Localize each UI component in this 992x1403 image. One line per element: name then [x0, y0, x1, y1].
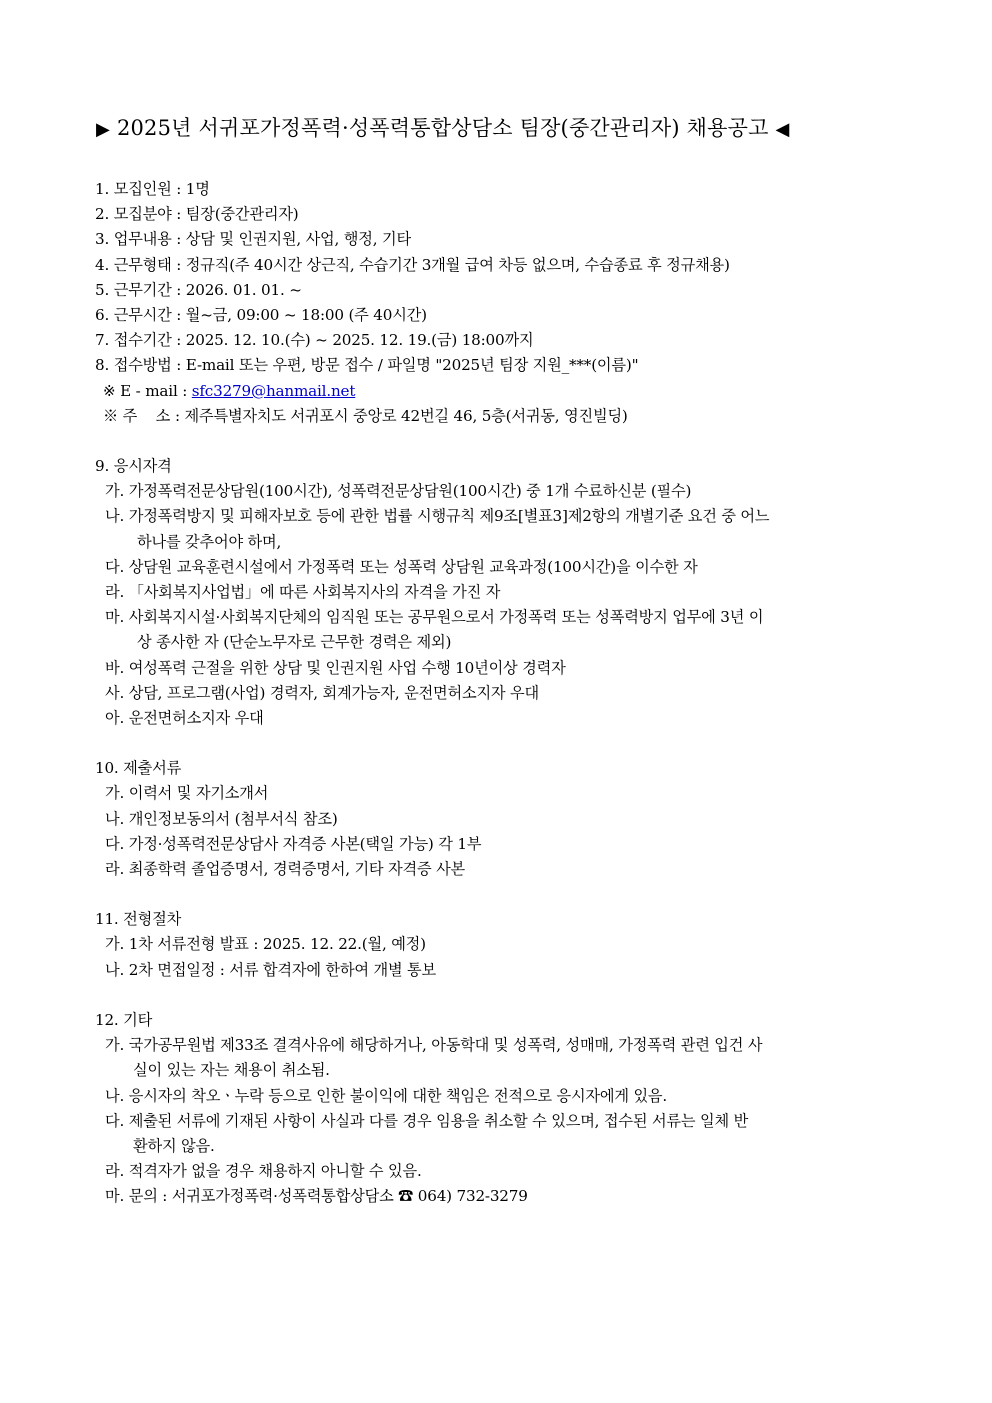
- other-item: 다. 제출된 서류에 기재된 사항이 사실과 다를 경우 임용을 취소할 수 있으며, 접수된 서류는 일체 반: [105, 1111, 749, 1130]
- selection-item: 나. 2차 면접일정 : 서류 합격자에 한하여 개별 통보: [105, 960, 436, 979]
- section-heading-qualifications: 9. 응시자격: [95, 457, 172, 476]
- email-link[interactable]: sfc3279@hanmail.net: [191, 381, 356, 400]
- section-heading-other: 12. 기타: [95, 1010, 153, 1029]
- address-line: [93, 404, 903, 429]
- qualification-item: 바. 여성폭력 근절을 위한 상담 및 인권지원 사업 수행 10년이상 경력자: [105, 658, 566, 677]
- qualification-item: 가. 가정폭력전문상담원(100시간), 성폭력전문상담원(100시간) 중 1개 수료하신분 (필수): [105, 482, 692, 501]
- other-item: 나. 응시자의 착오ㆍ누락 등으로 인한 불이익에 대한 책임은 전적으로 응시자에게 있음.: [105, 1086, 668, 1105]
- item-duties: 3. 업무내용 : 상담 및 인권지원, 사업, 행정, 기타: [95, 230, 411, 249]
- qualification-item-cont: 상 종사한 자 (단순노무자로 근무한 경력은 제외): [137, 633, 452, 652]
- other-item-cont: 실이 있는 자는 채용이 취소됨.: [133, 1061, 330, 1080]
- other-item: 가. 국가공무원법 제33조 결격사유에 해당하거나, 아동학대 및 성폭력, 성매매, 가정폭력 관련 입건 사: [105, 1036, 763, 1055]
- qualification-item: 아. 운전면허소지자 우대: [105, 709, 264, 728]
- item-employment-type: 4. 근무형태 : 정규직(주 40시간 상근직, 수습기간 3개월 급여 차등 없으며, 수습종료 후 정규채용): [95, 255, 730, 274]
- qualification-item: 사. 상담, 프로그램(사업) 경력자, 회계가능자, 운전면허소지자 우대: [105, 683, 539, 702]
- other-item: 라. 적격자가 없을 경우 채용하지 아니할 수 있음.: [105, 1162, 422, 1181]
- section-heading-documents: 10. 제출서류: [95, 759, 182, 778]
- left-triangle-icon: ◀: [775, 119, 790, 140]
- document-item: 다. 가정·성폭력전문상담사 자격증 사본(택일 가능) 각 1부: [105, 834, 482, 853]
- document-item: 라. 최종학력 졸업증명서, 경력증명서, 기타 자격증 사본: [105, 860, 466, 879]
- other-item-cont: 환하지 않음.: [133, 1136, 215, 1155]
- email-label: ※ E - mail :: [103, 381, 192, 400]
- right-triangle-icon: ▶: [96, 119, 111, 140]
- item-work-period: 5. 근무기간 : 2026. 01. 01. ~: [95, 280, 302, 299]
- email-line: [93, 379, 903, 404]
- address-value: : 제주특별자치도 서귀포시 중앙로 42번길 46, 5층(서귀동, 영진빌딩): [175, 406, 628, 425]
- contact-item: 마. 문의 : 서귀포가정폭력·성폭력통합상담소 ☎ 064) 732-3279: [105, 1187, 528, 1206]
- item-work-hours: 6. 근무시간 : 월~금, 09:00 ~ 18:00 (주 40시간): [95, 306, 427, 325]
- qualification-item: 라. 「사회복지사업법」에 따른 사회복지사의 자격을 가진 자: [105, 583, 501, 602]
- document-item: 가. 이력서 및 자기소개서: [105, 784, 269, 803]
- document-body: [93, 177, 903, 1210]
- document-item: 나. 개인정보동의서 (첨부서식 참조): [105, 809, 338, 828]
- title-text: 2025년 서귀포가정폭력·성폭력통합상담소 팀장(중간관리자) 채용공고: [116, 116, 769, 140]
- item-application-period: 7. 접수기간 : 2025. 12. 10.(수) ~ 2025. 12. 19.(금) 18:00까지: [95, 331, 534, 350]
- section-heading-selection: 11. 전형절차: [95, 910, 182, 929]
- qualification-item: 나. 가정폭력방지 및 피해자보호 등에 관한 법률 시행규칙 제9조[별표3]제2항의 개별기준 요건 중 어느: [105, 507, 770, 526]
- item-recruit-field: 2. 모집분야 : 팀장(중간관리자): [95, 205, 299, 224]
- address-label: ※ 주 소: [103, 406, 171, 425]
- item-recruit-count: 1. 모집인원 : 1명: [95, 180, 210, 198]
- page-title: [96, 112, 876, 146]
- selection-item: 가. 1차 서류전형 발표 : 2025. 12. 22.(월, 예정): [105, 935, 426, 954]
- qualification-item: 마. 사회복지시설·사회복지단체의 임직원 또는 공무원으로서 가정폭력 또는 성폭력방지 업무에 3년 이: [105, 608, 764, 627]
- qualification-item-cont: 하나를 갖추어야 하며,: [137, 532, 282, 551]
- item-application-method: 8. 접수방법 : E-mail 또는 우편, 방문 접수 / 파일명 "2025년 팀장 지원_***(이름)": [95, 356, 639, 375]
- qualification-item: 다. 상담원 교육훈련시설에서 가정폭력 또는 성폭력 상담원 교육과정(100시간)을 이수한 자: [105, 557, 698, 576]
